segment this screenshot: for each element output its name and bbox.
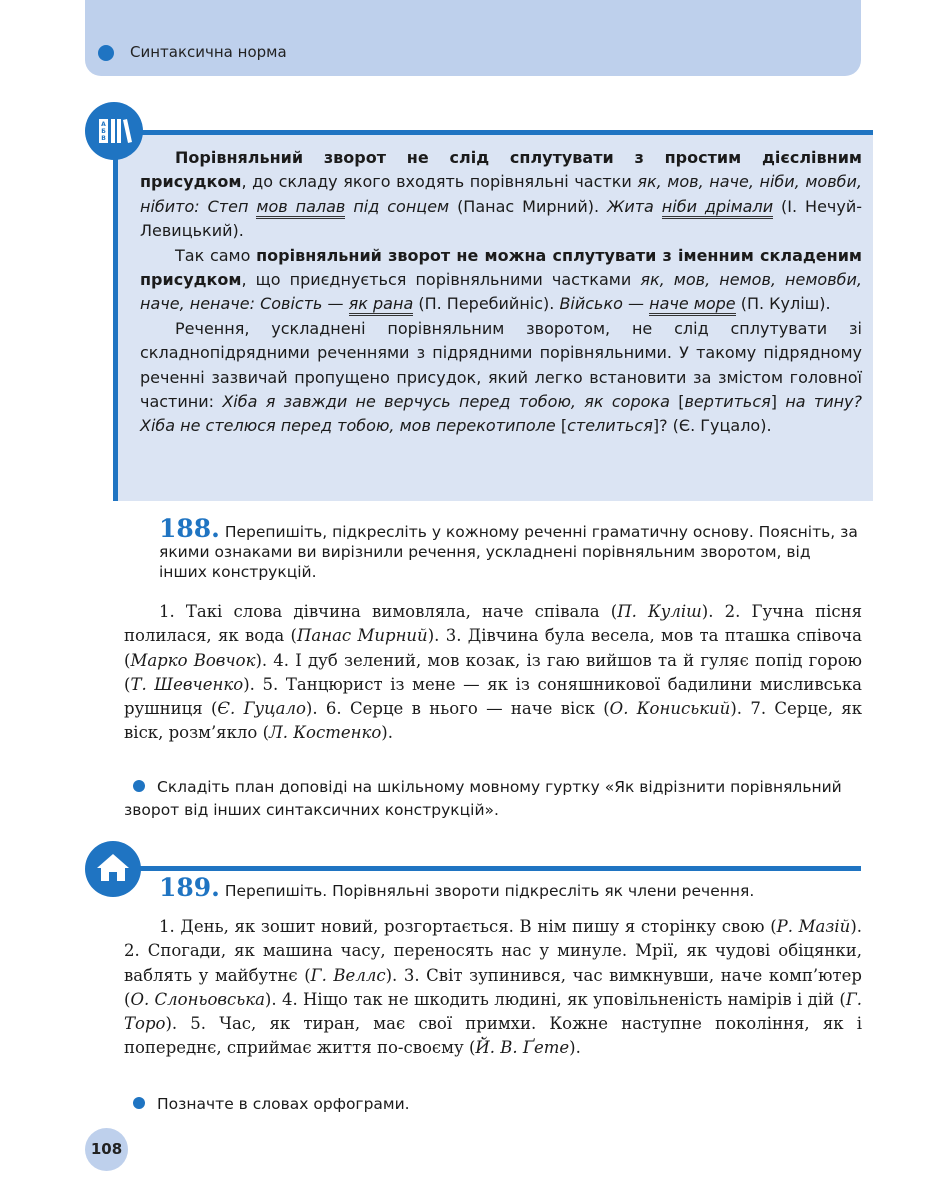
exercise-sentences: 1. День, як зошит новий, розгортається. В нім пишу я сторінку свою (Р. Мазій). 2. Спогади, як машина часу, переносять нас у минуле. Мрії, як чудові обіцянки, ваблять у майбутнє (Г. Веллс). 3. Світ зупинився, час вимкнувши, наче комп’ютер (О. Слоньовська). 4. Ніщо так не шкодить людині, як уповільненість намірів і дій (Г. Торо). 5. Час, як тиран, має свої примхи. Кожне наступне покоління, як і попереднє, сприймає життя по-своєму (Й. В. Ґете). — [124, 917, 862, 1058]
exercise-188-task: Складіть план доповіді на шкільному мовному гуртку «Як відрізнити порівняльний зворот від інших синтаксичних конструкцій». — [124, 778, 842, 819]
section-header — [85, 0, 861, 76]
exercise-number: 189. — [159, 873, 220, 902]
rule-box-left-border — [113, 130, 118, 501]
exercise-instruction: Перепишіть, підкресліть у кожному реченні граматичну основу. Поясніть, за якими ознаками ви вирізнили речення, ускладнені порівняльним зворотом, від інших конструкцій. — [159, 523, 858, 581]
svg-text:А: А — [101, 121, 106, 128]
exercise-number: 188. — [159, 514, 220, 543]
rule-text — [140, 146, 862, 439]
rule-paragraph-1: Порівняльний зворот не слід сплутувати з простим дієслівним присудком, до складу якого входять порівняльні частки як, мов, наче, ніби, мовби, нібито: Степ мов палав під сонцем (Панас Мирний). Жита ніби дрімали (І. Нечуй-Левицький). — [140, 148, 863, 241]
home-icon — [85, 841, 141, 897]
svg-text:Б: Б — [101, 128, 106, 135]
exercise-sentences: 1. Такі слова дівчина вимовляла, наче співала (П. Куліш). 2. Гучна пісня полилася, як вода (Панас Мирний). 3. Дівчина була весела, мов та пташка співоча (Марко Вовчок). 4. І дуб зелений, мов козак, із гаю вийшов та й гуляє попід горою (Т. Шевченко). 5. Танцюрист із мене — як із соняшникової бадилини мисливська рушниця (Є. Гуцало). 6. Серце в нього — наче віск (О. Кониський). 7. Серце, як віск, розм’якло (Л. Костенко). — [124, 602, 863, 743]
exercise-189-text — [124, 915, 862, 1061]
alphabet-books-icon — [85, 102, 143, 160]
rule-box-top-border — [113, 130, 873, 135]
homework-divider — [130, 866, 861, 871]
section-title: Синтаксична норма — [130, 43, 287, 61]
svg-text:В: В — [101, 135, 106, 142]
rule-paragraph-3: Речення, ускладнені порівняльним зворотом, не слід сплутувати зі складнопідрядними реченнями з підрядними порівняльними. У такому підрядному реченні зазвичай пропущено присудок, який легко встановити за змістом головної частини: Хіба я завжди не верчусь перед тобою, як сорока [вертиться] на тину? Хіба не стелюся перед тобою, мов перекотиполе [стелиться]? (Є. Гуцало). — [140, 318, 863, 436]
task-bullet — [133, 780, 145, 792]
page-number: 108 — [85, 1128, 128, 1171]
header-bullet — [98, 45, 114, 61]
exercise-189-heading — [159, 873, 861, 902]
exercise-189-task: Позначте в словах орфограми. — [124, 1093, 862, 1116]
exercise-188-text — [124, 600, 862, 746]
exercise-188-heading — [159, 514, 861, 582]
exercise-instruction: Перепишіть. Порівняльні звороти підкресліть як члени речення. — [224, 882, 755, 900]
rule-paragraph-2: Так само порівняльний зворот не можна сплутувати з іменним складеним присудком, що приєднується порівняльними частками як, мов, немов, немовби, наче, неначе: Совість — як рана (П. Перебийніс). Військо — наче море (П. Куліш). — [140, 244, 862, 317]
task-bullet — [133, 1097, 145, 1109]
